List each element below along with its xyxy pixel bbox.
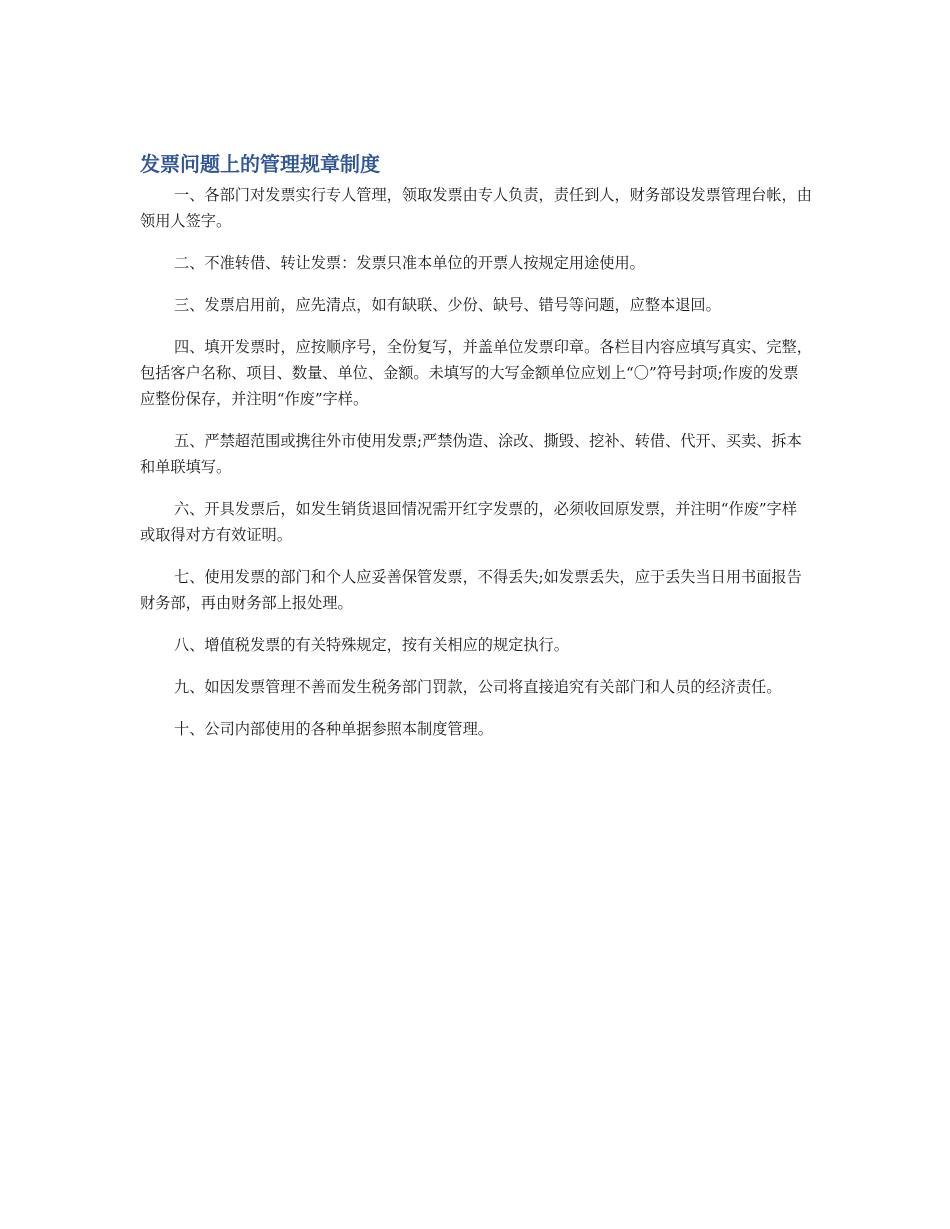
paragraph-8: 八、增值税发票的有关特殊规定，按有关相应的规定执行。	[174, 636, 569, 654]
paragraph-5: 五、严禁超范围或携往外市使用发票;严禁伪造、涂改、撕毁、挖补、转借、代开、买卖、拆本和单联填写。	[140, 432, 802, 476]
document-body	[140, 150, 812, 758]
paragraph-3: 三、发票启用前，应先清点，如有缺联、少份、缺号、错号等问题，应整本退回。	[174, 296, 721, 314]
paragraph-2: 二、不准转借、转让发票：发票只准本单位的开票人按规定用途使用。	[174, 254, 645, 272]
paragraph-9: 九、如因发票管理不善而发生税务部门罚款，公司将直接追究有关部门和人员的经济责任。	[174, 678, 782, 696]
paragraph-1: 一、各部门对发票实行专人管理，领取发票由专人负责，责任到人，财务部设发票管理台帐，由领用人签字。	[140, 186, 812, 230]
document-title: 发票问题上的管理规章制度	[140, 152, 380, 176]
paragraph-4: 四、填开发票时，应按顺序号，全份复写，并盖单位发票印章。各栏目内容应填写真实、完整，包括客户名称、项目、数量、单位、金额。未填写的大写金额单位应划上“〇”符号封项;作废的发票应整份保存，并注明“作废”字样。	[140, 338, 812, 408]
paragraph-6: 六、开具发票后，如发生销货退回情况需开红字发票的，必须收回原发票，并注明“作废”字样或取得对方有效证明。	[140, 500, 798, 544]
paragraph-10: 十、公司内部使用的各种单据参照本制度管理。	[174, 720, 493, 738]
paragraph-7: 七、使用发票的部门和个人应妥善保管发票，不得丢失;如发票丢失，应于丢失当日用书面报告财务部，再由财务部上报处理。	[140, 568, 802, 612]
